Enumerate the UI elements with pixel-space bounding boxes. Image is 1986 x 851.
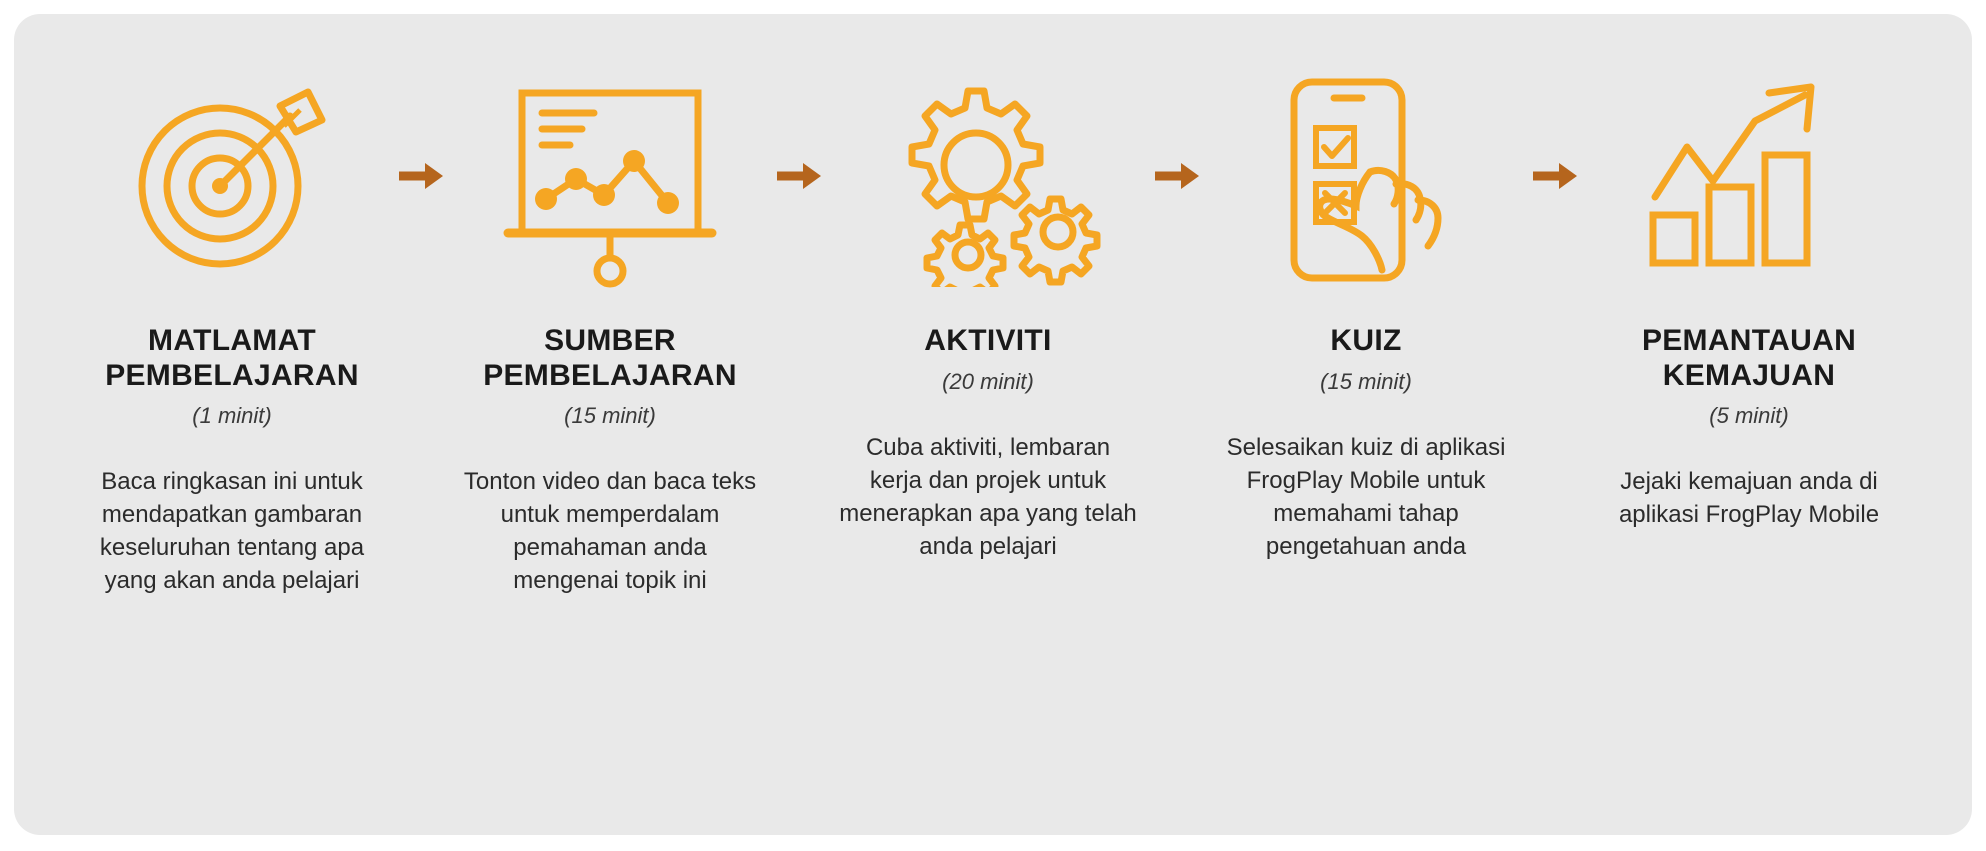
step-title: SUMBER PEMBELAJARAN	[483, 324, 737, 392]
step-description: Tonton video dan baca teks untuk memperdalam pemahaman anda mengenai topik ini	[463, 468, 757, 595]
step-aktiviti	[838, 62, 1138, 563]
step-duration: (15 minit)	[1320, 368, 1412, 394]
step-description: Cuba aktiviti, lembaran kerja dan projek untuk menerapkan apa yang telah anda pelajari	[839, 433, 1137, 560]
step-description: Jejaki kemajuan anda di aplikasi FrogPlay Mobile	[1618, 468, 1880, 529]
step-title: AKTIVITI	[924, 324, 1052, 357]
presentation-chart-icon	[490, 62, 730, 302]
step-duration: (20 minit)	[942, 368, 1034, 394]
arrow-right-icon	[382, 62, 460, 194]
step-matlamat-pembelajaran	[82, 62, 382, 597]
step-kuiz	[1216, 62, 1516, 563]
step-title: PEMANTAUAN KEMAJUAN	[1641, 324, 1857, 392]
step-sumber-pembelajaran	[460, 62, 760, 597]
step-title: KUIZ	[1330, 324, 1402, 357]
step-description: Selesaikan kuiz di aplikasi FrogPlay Mobile untuk memahami tahap pengetahuan anda	[1226, 433, 1506, 560]
gears-icon	[868, 62, 1108, 302]
arrow-right-icon	[760, 62, 838, 194]
step-duration: (1 minit)	[192, 403, 272, 428]
step-duration: (5 minit)	[1709, 403, 1789, 428]
step-duration: (15 minit)	[564, 403, 656, 428]
step-description: Baca ringkasan ini untuk mendapatkan gambaran keseluruhan tentang apa yang akan anda pelajari	[99, 468, 365, 595]
mobile-quiz-hand-icon	[1246, 62, 1486, 302]
steps-panel	[14, 14, 1972, 835]
step-title: MATLAMAT PEMBELAJARAN	[105, 324, 359, 392]
target-pencil-icon	[112, 62, 352, 302]
arrow-right-icon	[1516, 62, 1594, 194]
arrow-right-icon	[1138, 62, 1216, 194]
growth-chart-arrow-icon	[1629, 62, 1869, 302]
step-pemantauan-kemajuan	[1594, 62, 1904, 531]
